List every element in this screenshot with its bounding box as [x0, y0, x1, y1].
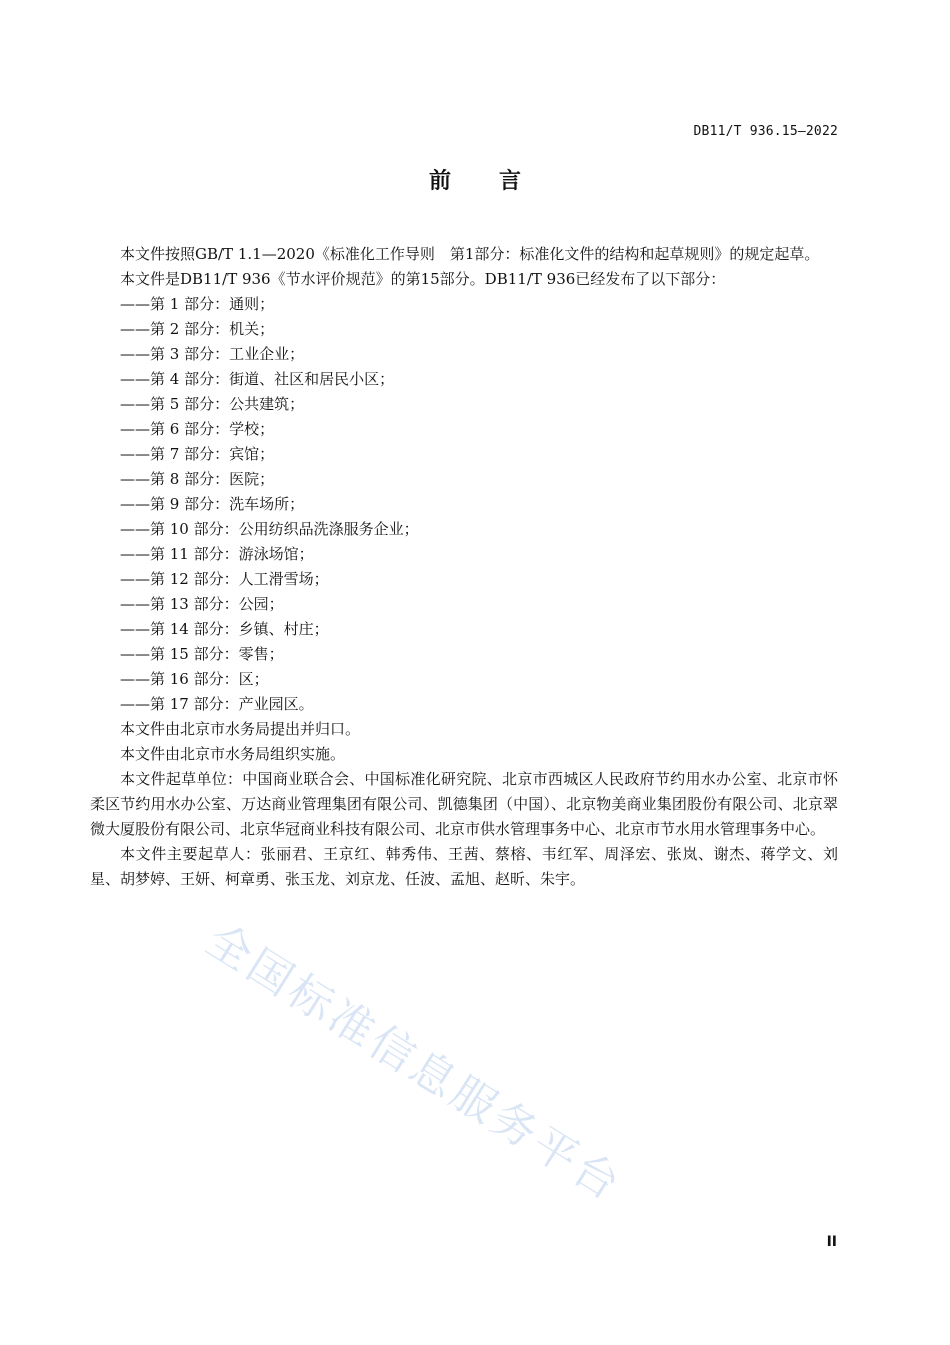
list-item: ——第 12 部分：人工滑雪场； — [120, 570, 329, 588]
list-item: ——第 13 部分：公园； — [120, 595, 284, 613]
paragraph-series-info: 本文件是DB11/T 936《节水评价规范》的第15部分。DB11/T 936已经发布了以下部分： — [120, 270, 726, 288]
list-item: ——第 15 部分：零售； — [120, 645, 284, 663]
page-number: II — [826, 1234, 837, 1250]
list-item: ——第 9 部分：洗车场所； — [120, 495, 305, 513]
paragraph-implementer: 本文件由北京市水务局组织实施。 — [120, 745, 346, 763]
list-item: ——第 7 部分：宾馆； — [120, 445, 275, 463]
list-item: ——第 1 部分：通则； — [120, 295, 275, 313]
list-item: ——第 6 部分：学校； — [120, 420, 275, 438]
list-item: ——第 16 部分：区； — [120, 670, 269, 688]
list-item: ——第 14 部分：乡镇、村庄； — [120, 620, 329, 638]
list-item: ——第 10 部分：公用纺织品洗涤服务企业； — [120, 520, 419, 538]
page-title: 前言 — [428, 169, 569, 194]
paragraph-drafting-units: 本文件起草单位：中国商业联合会、中国标准化研究院、北京市西城区人民政府节约用水办公室、北京市怀柔区节约用水办公室、万达商业管理集团有限公司、凯德集团（中国）、北京物美商业集团股份有限公司、北京翠微大厦股份有限公司、北京华冠商业科技有限公司、北京市供水管理事务中心、北京市节水用水管理事务中心。 — [90, 770, 838, 838]
paragraph-drafting-basis: 本文件按照GB/T 1.1—2020《标准化工作导则 第1部分：标准化文件的结构和起草规则》的规定起草。 — [120, 245, 820, 263]
foreword-body — [90, 242, 838, 892]
list-item: ——第 2 部分：机关； — [120, 320, 275, 338]
list-item: ——第 8 部分：医院； — [120, 470, 275, 488]
paragraph-drafters: 本文件主要起草人：张丽君、王京红、韩秀伟、王茜、蔡榕、韦红军、周泽宏、张岚、谢杰、蒋学文、刘星、胡梦婷、王妍、柯章勇、张玉龙、刘京龙、任波、孟旭、赵昕、朱宇。 — [90, 845, 838, 888]
paragraph-proposer: 本文件由北京市水务局提出并归口。 — [120, 720, 361, 738]
list-item: ——第 3 部分：工业企业； — [120, 345, 305, 363]
list-item: ——第 4 部分：街道、社区和居民小区； — [120, 370, 395, 388]
document-code: DB11/T 936.15—2022 — [693, 124, 838, 139]
list-item: ——第 11 部分：游泳场馆； — [120, 545, 314, 563]
parts-list — [90, 292, 838, 717]
list-item: ——第 17 部分：产业园区。 — [120, 695, 314, 713]
list-item: ——第 5 部分：公共建筑； — [120, 395, 305, 413]
watermark: 全国标准信息服务平台 — [197, 914, 632, 1212]
